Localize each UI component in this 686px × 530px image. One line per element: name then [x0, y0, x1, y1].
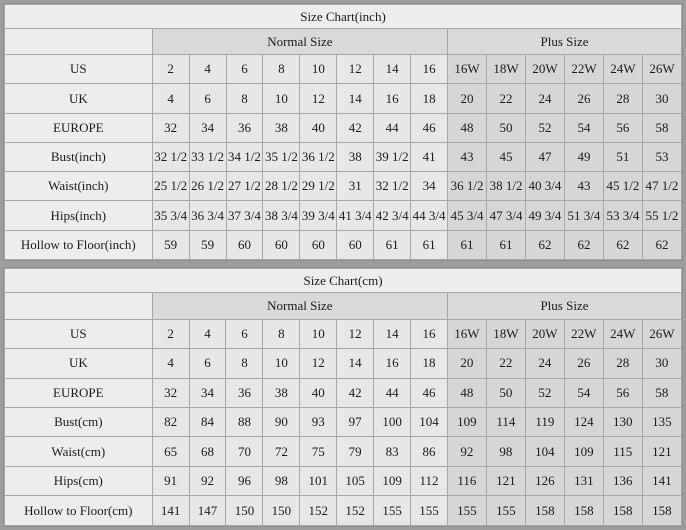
table-cell: 46 — [411, 113, 448, 142]
table-cell: 54 — [564, 378, 603, 407]
table-cell: 109 — [447, 408, 486, 437]
table-cell: 70 — [226, 437, 263, 466]
table-cell: 26 — [564, 84, 603, 113]
table-cell: 38 3/4 — [263, 201, 300, 230]
table-cell: 150 — [226, 496, 263, 526]
table-cell: 43 — [448, 142, 487, 171]
row-label: Waist(cm) — [5, 437, 153, 466]
table-cell: 147 — [189, 496, 226, 526]
size-chart-cm — [3, 267, 683, 527]
table-cell: 49 3/4 — [526, 201, 565, 230]
table-cell: 22W — [564, 319, 603, 348]
table-cell: 47 1/2 — [642, 172, 681, 201]
table-cell: 36 — [226, 378, 263, 407]
table-cell: 28 — [603, 84, 642, 113]
group-header-plus: Plus Size — [447, 293, 681, 319]
table-cell: 98 — [486, 437, 525, 466]
table-cell: 18W — [486, 319, 525, 348]
table-cell: 105 — [337, 466, 374, 495]
table-cell: 83 — [374, 437, 411, 466]
table-cell: 92 — [189, 466, 226, 495]
table-cell: 29 1/2 — [300, 172, 337, 201]
table-cell: 36 3/4 — [189, 201, 226, 230]
table-cell: 44 — [374, 378, 411, 407]
group-header-normal: Normal Size — [152, 29, 447, 55]
table-cell: 158 — [564, 496, 603, 526]
table-cell: 60 — [300, 230, 337, 259]
table-cell: 6 — [226, 319, 263, 348]
table-cell: 20W — [526, 55, 565, 84]
table-corner — [5, 29, 153, 55]
table-cell: 53 — [642, 142, 681, 171]
row-label: Hips(cm) — [5, 466, 153, 495]
table-cell: 51 — [603, 142, 642, 171]
table-cell: 116 — [447, 466, 486, 495]
table-cell: 61 — [411, 230, 448, 259]
row-label: Bust(inch) — [5, 142, 153, 171]
table-cell: 54 — [564, 113, 603, 142]
table-corner — [5, 293, 153, 319]
table-cell: 26 1/2 — [189, 172, 226, 201]
table-cell: 12 — [300, 84, 337, 113]
row-label: Waist(inch) — [5, 172, 153, 201]
table-cell: 52 — [526, 113, 565, 142]
table-cell: 38 — [263, 113, 300, 142]
table-row — [5, 230, 682, 259]
row-label: UK — [5, 349, 153, 378]
table-cell: 26 — [564, 349, 603, 378]
table-cell: 42 — [337, 378, 374, 407]
table-cell: 46 — [411, 378, 448, 407]
table-cell: 47 — [526, 142, 565, 171]
row-label: Hips(inch) — [5, 201, 153, 230]
table-cell: 16 — [411, 319, 448, 348]
table-cell: 131 — [564, 466, 603, 495]
table-cell: 16W — [447, 319, 486, 348]
table-cell: 24W — [603, 319, 642, 348]
row-label: Hollow to Floor(cm) — [5, 496, 153, 526]
table-cell: 40 — [300, 113, 337, 142]
table-cell: 130 — [603, 408, 642, 437]
table-cell: 58 — [642, 378, 681, 407]
table-cell: 2 — [152, 319, 189, 348]
table-cell: 8 — [226, 84, 263, 113]
table-cell: 45 1/2 — [603, 172, 642, 201]
table-cell: 35 1/2 — [263, 142, 300, 171]
table-cell: 41 3/4 — [337, 201, 374, 230]
table-cell: 62 — [564, 230, 603, 259]
table-cell: 98 — [263, 466, 300, 495]
table-cell: 72 — [263, 437, 300, 466]
table-cell: 55 1/2 — [642, 201, 681, 230]
table-row — [5, 84, 682, 113]
table-cell: 92 — [447, 437, 486, 466]
table-cell: 91 — [152, 466, 189, 495]
table-row — [5, 142, 682, 171]
table-cell: 41 — [411, 142, 448, 171]
table-cell: 52 — [525, 378, 564, 407]
row-label: EUROPE — [5, 378, 153, 407]
table-row — [5, 172, 682, 201]
table-cell: 8 — [226, 349, 263, 378]
table-cell: 115 — [603, 437, 642, 466]
table-row — [5, 201, 682, 230]
table-cell: 4 — [152, 84, 189, 113]
table-cell: 44 — [374, 113, 411, 142]
table-cell: 68 — [189, 437, 226, 466]
table-row — [5, 408, 682, 437]
table-row — [5, 319, 682, 348]
table-cell: 14 — [337, 349, 374, 378]
table-cell: 34 — [189, 378, 226, 407]
table-row — [5, 55, 682, 84]
table-cell: 59 — [152, 230, 189, 259]
table-cell: 150 — [263, 496, 300, 526]
table-cell: 158 — [525, 496, 564, 526]
table-cell: 32 — [152, 113, 189, 142]
row-label: Hollow to Floor(inch) — [5, 230, 153, 259]
table-cell: 26W — [642, 319, 681, 348]
table-cell: 37 3/4 — [226, 201, 263, 230]
table-cell: 10 — [263, 349, 300, 378]
table-cell: 49 — [564, 142, 603, 171]
table-cell: 109 — [564, 437, 603, 466]
table-cell: 14 — [374, 319, 411, 348]
table-cell: 104 — [411, 408, 448, 437]
table-cell: 42 — [337, 113, 374, 142]
table-cell: 112 — [411, 466, 448, 495]
size-chart-inch — [3, 3, 683, 261]
table-cell: 56 — [603, 378, 642, 407]
table-cell: 22 — [487, 84, 526, 113]
table-cell: 38 — [337, 142, 374, 171]
table-cell: 43 — [564, 172, 603, 201]
size-table-inch — [4, 4, 682, 260]
table-cell: 16 — [411, 55, 448, 84]
table-cell: 59 — [189, 230, 226, 259]
table-cell: 38 — [263, 378, 300, 407]
table-cell: 32 — [152, 378, 189, 407]
table-cell: 32 1/2 — [152, 142, 189, 171]
table-cell: 65 — [152, 437, 189, 466]
table-cell: 79 — [337, 437, 374, 466]
table-cell: 155 — [411, 496, 448, 526]
table-cell: 96 — [226, 466, 263, 495]
table-cell: 56 — [603, 113, 642, 142]
table-cell: 100 — [374, 408, 411, 437]
table-cell: 48 — [447, 378, 486, 407]
table-cell: 44 3/4 — [411, 201, 448, 230]
table-cell: 126 — [525, 466, 564, 495]
table-cell: 28 1/2 — [263, 172, 300, 201]
table-cell: 22 — [486, 349, 525, 378]
table-row — [5, 113, 682, 142]
table-cell: 136 — [603, 466, 642, 495]
row-label: US — [5, 55, 153, 84]
table-cell: 152 — [337, 496, 374, 526]
table-cell: 60 — [226, 230, 263, 259]
table-cell: 58 — [642, 113, 681, 142]
table-cell: 45 3/4 — [448, 201, 487, 230]
table-cell: 97 — [337, 408, 374, 437]
table-cell: 155 — [374, 496, 411, 526]
table-cell: 152 — [300, 496, 337, 526]
table-cell: 61 — [487, 230, 526, 259]
table-cell: 30 — [642, 84, 681, 113]
table-cell: 93 — [300, 408, 337, 437]
table-cell: 26W — [642, 55, 681, 84]
table-cell: 45 — [487, 142, 526, 171]
table-cell: 10 — [300, 319, 337, 348]
group-header-plus: Plus Size — [448, 29, 682, 55]
table-cell: 114 — [486, 408, 525, 437]
table-cell: 27 1/2 — [226, 172, 263, 201]
table-cell: 50 — [486, 378, 525, 407]
table-cell: 60 — [263, 230, 300, 259]
table-cell: 4 — [189, 55, 226, 84]
table-cell: 30 — [642, 349, 681, 378]
table-cell: 121 — [486, 466, 525, 495]
table-cell: 18W — [487, 55, 526, 84]
table-row — [5, 437, 682, 466]
row-label: EUROPE — [5, 113, 153, 142]
table-cell: 35 3/4 — [152, 201, 189, 230]
table-cell: 104 — [525, 437, 564, 466]
table-cell: 6 — [189, 349, 226, 378]
table-cell: 4 — [152, 349, 189, 378]
table-cell: 155 — [447, 496, 486, 526]
table-cell: 155 — [486, 496, 525, 526]
table-cell: 16 — [374, 349, 411, 378]
size-table-cm — [4, 268, 682, 526]
row-label: US — [5, 319, 153, 348]
table-cell: 2 — [152, 55, 189, 84]
table-cell: 36 — [226, 113, 263, 142]
table-cell: 39 3/4 — [300, 201, 337, 230]
table-cell: 12 — [300, 349, 337, 378]
table-cell: 50 — [487, 113, 526, 142]
table-cell: 62 — [603, 230, 642, 259]
table-cell: 24 — [525, 349, 564, 378]
table-cell: 10 — [263, 84, 300, 113]
table-cell: 33 1/2 — [189, 142, 226, 171]
table-cell: 158 — [642, 496, 681, 526]
table-cell: 16 — [374, 84, 411, 113]
table-cell: 38 1/2 — [487, 172, 526, 201]
table-row — [5, 496, 682, 526]
table-cell: 24W — [603, 55, 642, 84]
table-cell: 6 — [226, 55, 263, 84]
row-label: UK — [5, 84, 153, 113]
table-cell: 18 — [411, 349, 448, 378]
table-cell: 48 — [448, 113, 487, 142]
group-header-normal: Normal Size — [152, 293, 447, 319]
table-cell: 12 — [337, 319, 374, 348]
table-row — [5, 466, 682, 495]
table-cell: 14 — [374, 55, 411, 84]
table-cell: 101 — [300, 466, 337, 495]
table-cell: 22W — [564, 55, 603, 84]
table-cell: 119 — [525, 408, 564, 437]
table-cell: 75 — [300, 437, 337, 466]
table-cell: 51 3/4 — [564, 201, 603, 230]
table-cell: 62 — [526, 230, 565, 259]
table-cell: 20W — [525, 319, 564, 348]
table-cell: 20 — [448, 84, 487, 113]
table-cell: 88 — [226, 408, 263, 437]
table-cell: 47 3/4 — [487, 201, 526, 230]
table-cell: 40 3/4 — [526, 172, 565, 201]
table-cell: 42 3/4 — [374, 201, 411, 230]
table-cell: 16W — [448, 55, 487, 84]
table-cell: 60 — [337, 230, 374, 259]
table-cell: 31 — [337, 172, 374, 201]
table-cell: 141 — [152, 496, 189, 526]
chart-title: Size Chart(cm) — [5, 269, 682, 293]
table-cell: 14 — [337, 84, 374, 113]
table-cell: 34 — [411, 172, 448, 201]
table-cell: 6 — [189, 84, 226, 113]
table-cell: 10 — [300, 55, 337, 84]
table-cell: 39 1/2 — [374, 142, 411, 171]
table-cell: 109 — [374, 466, 411, 495]
table-cell: 90 — [263, 408, 300, 437]
table-cell: 34 1/2 — [226, 142, 263, 171]
chart-title: Size Chart(inch) — [5, 5, 682, 29]
row-label: Bust(cm) — [5, 408, 153, 437]
table-cell: 84 — [189, 408, 226, 437]
table-cell: 32 1/2 — [374, 172, 411, 201]
table-row — [5, 349, 682, 378]
table-cell: 61 — [374, 230, 411, 259]
table-cell: 62 — [642, 230, 681, 259]
table-cell: 36 1/2 — [448, 172, 487, 201]
table-cell: 141 — [642, 466, 681, 495]
table-cell: 25 1/2 — [152, 172, 189, 201]
table-cell: 61 — [448, 230, 487, 259]
table-cell: 124 — [564, 408, 603, 437]
table-cell: 82 — [152, 408, 189, 437]
table-cell: 8 — [263, 319, 300, 348]
table-cell: 4 — [189, 319, 226, 348]
table-cell: 8 — [263, 55, 300, 84]
table-cell: 40 — [300, 378, 337, 407]
table-cell: 18 — [411, 84, 448, 113]
table-cell: 28 — [603, 349, 642, 378]
table-cell: 158 — [603, 496, 642, 526]
table-cell: 20 — [447, 349, 486, 378]
table-cell: 53 3/4 — [603, 201, 642, 230]
table-cell: 34 — [189, 113, 226, 142]
table-cell: 36 1/2 — [300, 142, 337, 171]
table-row — [5, 378, 682, 407]
table-cell: 24 — [526, 84, 565, 113]
table-cell: 12 — [337, 55, 374, 84]
table-cell: 135 — [642, 408, 681, 437]
table-cell: 86 — [411, 437, 448, 466]
table-cell: 121 — [642, 437, 681, 466]
